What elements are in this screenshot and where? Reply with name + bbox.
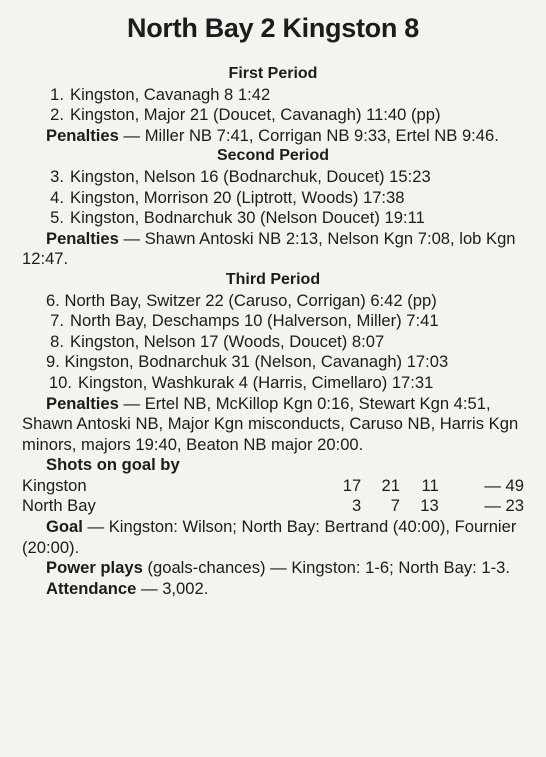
goal-line: 9. Kingston, Bodnarchuk 31 (Nelson, Cavanagh) 17:03 bbox=[46, 352, 449, 372]
goal-line: 3. Kingston, Nelson 16 (Bodnarchuk, Doucet) 15:23 bbox=[50, 166, 431, 186]
shots-p2: 21 bbox=[381, 475, 400, 495]
shots-p3: 11 bbox=[421, 475, 439, 495]
goalies-line: Goal — Kingston: Wilson; North Bay: Bertrand (40:00), Fournier (20:00). bbox=[22, 517, 517, 557]
shots-p1: 3 bbox=[351, 496, 362, 516]
shots-row bbox=[22, 476, 524, 497]
period-heading: Second Period bbox=[216, 147, 330, 165]
penalties-line: Penalties — Ertel NB, McKillop Kgn 0:16, Stewart Kgn 4:51, Shawn Antoski NB, Major Kgn misconducts, Caruso NB, Harris Kgn minors, majors 19:40, Beaton NB major 20:00. bbox=[22, 393, 519, 454]
goal-line: 6. North Bay, Switzer 22 (Caruso, Corrigan) 6:42 (pp) bbox=[46, 290, 437, 310]
shots-p2: 7 bbox=[390, 496, 400, 516]
goal-line: 5. Kingston, Bodnarchuk 30 (Nelson Doucet) 19:11 bbox=[50, 208, 425, 228]
shots-team: Kingston bbox=[22, 475, 87, 495]
penalties-line: Penalties — Miller NB 7:41, Corrigan NB 9:33, Ertel NB 9:46. bbox=[46, 125, 499, 145]
shots-total: — 49 bbox=[479, 475, 524, 495]
goal-line: 2. Kingston, Major 21 (Doucet, Cavanagh) 11:40 (pp) bbox=[50, 105, 441, 125]
goal-line: 4. Kingston, Morrison 20 (Liptrott, Woods) 17:38 bbox=[50, 187, 405, 207]
boxscore-body bbox=[22, 64, 524, 599]
goal-line: 10. Kingston, Washkurak 4 (Harris, Cimellaro) 17:31 bbox=[48, 372, 434, 392]
shots-p1: 17 bbox=[342, 475, 362, 495]
goal-line: 8. Kingston, Nelson 17 (Woods, Doucet) 8:07 bbox=[50, 331, 385, 351]
shots-total: — 23 bbox=[479, 496, 524, 516]
power-plays-line: Power plays (goals-chances) — Kingston: 1-6; North Bay: 1-3. bbox=[46, 558, 510, 578]
shots-row bbox=[22, 496, 524, 517]
shots-team: North Bay bbox=[22, 496, 96, 516]
period-heading: Third Period bbox=[225, 270, 321, 288]
goal-line: 1. Kingston, Cavanagh 8 1:42 bbox=[50, 84, 271, 104]
headline: North Bay 2 Kingston 8 bbox=[127, 13, 419, 43]
shots-heading: Shots on goal by bbox=[46, 455, 180, 475]
goal-line: 7. North Bay, Deschamps 10 (Halverson, Miller) 7:41 bbox=[50, 311, 439, 331]
shots-p3: 13 bbox=[420, 496, 439, 516]
period-heading: First Period bbox=[228, 65, 318, 82]
attendance-line: Attendance — 3,002. bbox=[46, 578, 209, 598]
penalties-line: Penalties — Shawn Antoski NB 2:13, Nelson Kgn 7:08, lob Kgn 12:47. bbox=[22, 228, 516, 269]
